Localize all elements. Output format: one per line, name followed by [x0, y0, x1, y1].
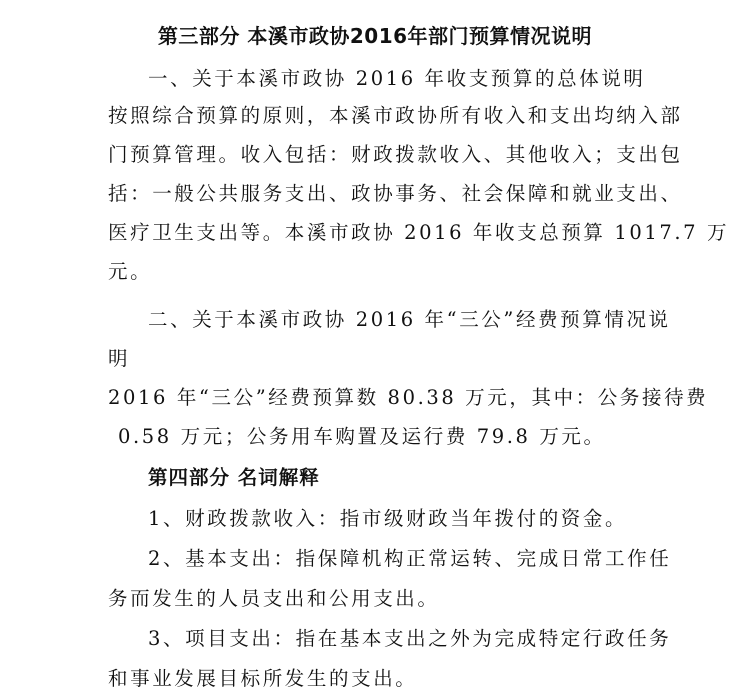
paragraph-line: 2016 年“三公”经费预算数 80.38 万元，其中：公务接待费	[108, 386, 709, 409]
paragraph-line: 医疗卫生支出等。本溪市政协 2016 年收支总预算 1017.7 万	[108, 221, 730, 244]
section-1-heading: 一、关于本溪市政协 2016 年收支预算的总体说明	[148, 67, 646, 90]
page-title: 第三部分 本溪市政协2016年部门预算情况说明	[157, 24, 593, 48]
paragraph-line: 门预算管理。收入包括：财政拨款收入、其他收入；支出包	[108, 143, 683, 166]
definition-item: 3、项目支出：指在基本支出之外为完成特定行政任务	[148, 627, 672, 650]
paragraph-line: 括：一般公共服务支出、政协事务、社会保障和就业支出、	[108, 182, 683, 205]
section-2-heading: 二、关于本溪市政协 2016 年“三公”经费预算情况说	[148, 308, 671, 331]
definition-item-continued: 和事业发展目标所发生的支出。	[108, 667, 418, 690]
paragraph-line: 0.58 万元；公务用车购置及运行费 79.8 万元。	[118, 425, 606, 448]
section-2-heading-continued: 明	[108, 347, 131, 370]
part-4-heading: 第四部分 名词解释	[148, 466, 320, 489]
paragraph-line: 按照综合预算的原则，本溪市政协所有收入和支出均纳入部	[108, 104, 683, 127]
definition-item: 1、财政拨款收入：指市级财政当年拨付的资金。	[148, 507, 628, 530]
definition-item: 2、基本支出：指保障机构正常运转、完成日常工作任	[148, 547, 672, 570]
paragraph-line: 元。	[108, 260, 153, 283]
definition-item-continued: 务而发生的人员支出和公用支出。	[108, 587, 440, 610]
